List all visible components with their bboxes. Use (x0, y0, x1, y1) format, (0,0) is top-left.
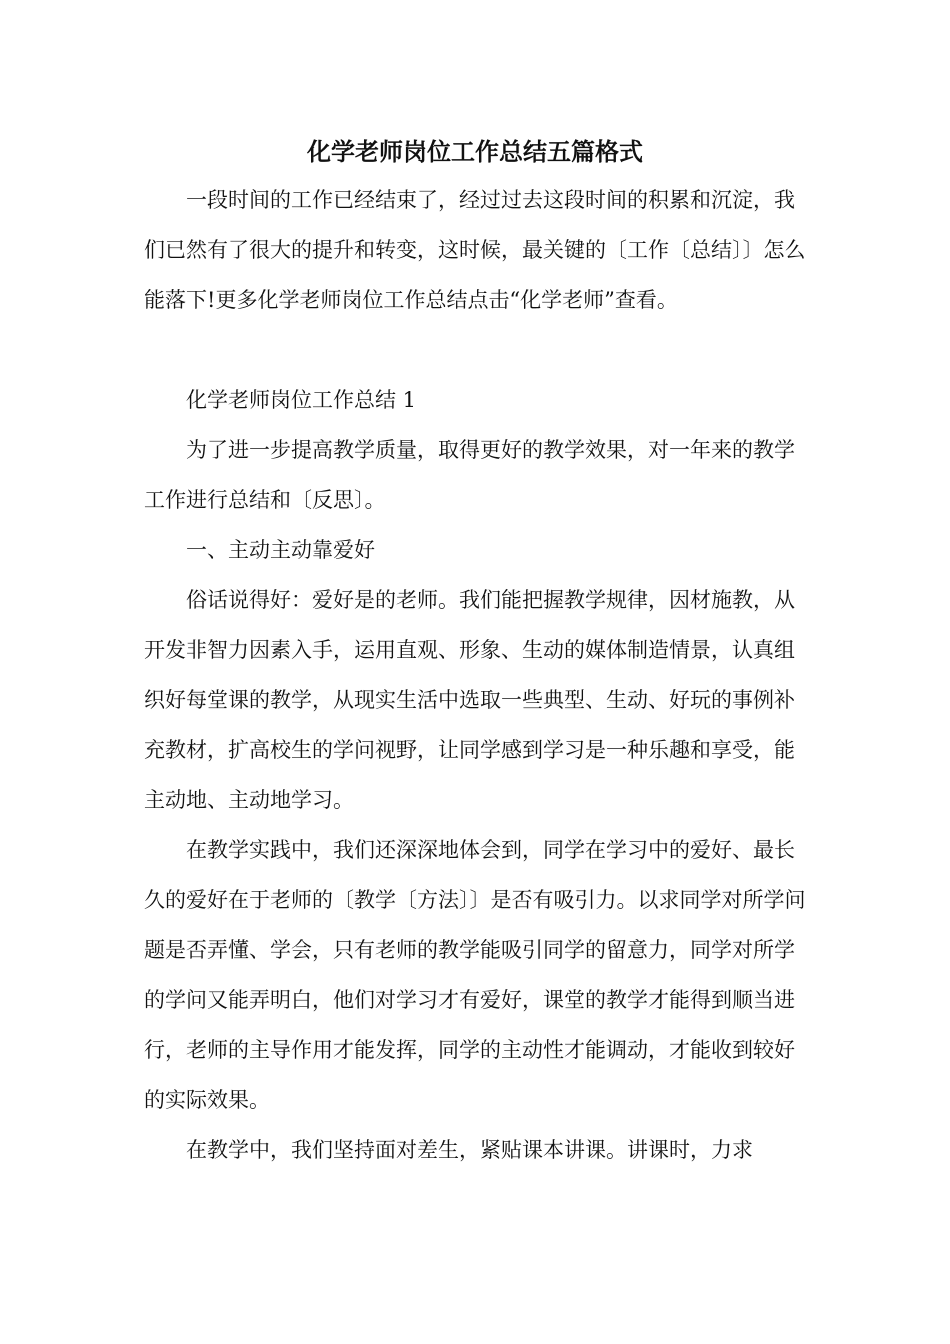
paragraph: 俗话说得好：爱好是的老师。我们能把握教学规律，因材施教，从开发非智力因素入手，运用直观、形象、生动的媒体制造情景，认真组织好每堂课的教学，从现实生活中选取一些典型、生动、好玩的事例补充教材，扩高校生的学问视野，让同学感到学习是一种乐趣和享受，能主动地、主动地学习。 (144, 588, 795, 812)
document-title: 化学老师岗位工作总结五篇格式 (307, 137, 643, 166)
document-body (144, 175, 809, 1175)
subheading: 一、主动主动靠爱好 (186, 538, 375, 562)
blank-line (144, 325, 809, 375)
paragraph: 在教学中，我们坚持面对差生，紧贴课本讲课。讲课时，力求 (186, 1138, 753, 1162)
paragraph: 在教学实践中，我们还深深地体会到，同学在学习中的爱好、最长久的爱好在于老师的〔教学〔方法〕〕是否有吸引力。以求同学对所学问题是否弄懂、学会，只有老师的教学能吸引同学的留意力，同学对所学的学问又能弄明白，他们对学习才有爱好，课堂的教学才能得到顺当进行，老师的主导作用才能发挥，同学的主动性才能调动，才能收到较好的实际效果。 (144, 838, 806, 1112)
intro-paragraph: 一段时间的工作已经结束了，经过过去这段时间的积累和沉淀，我们已然有了很大的提升和转变，这时候，最关键的〔工作〔总结〕〕怎么能落下!更多化学老师岗位工作总结点击“化学老师”查看。 (144, 188, 806, 312)
paragraph: 为了进一步提高教学质量，取得更好的教学效果，对一年来的教学工作进行总结和〔反思〕。 (144, 438, 795, 512)
section-heading: 化学老师岗位工作总结 1 (186, 388, 417, 412)
